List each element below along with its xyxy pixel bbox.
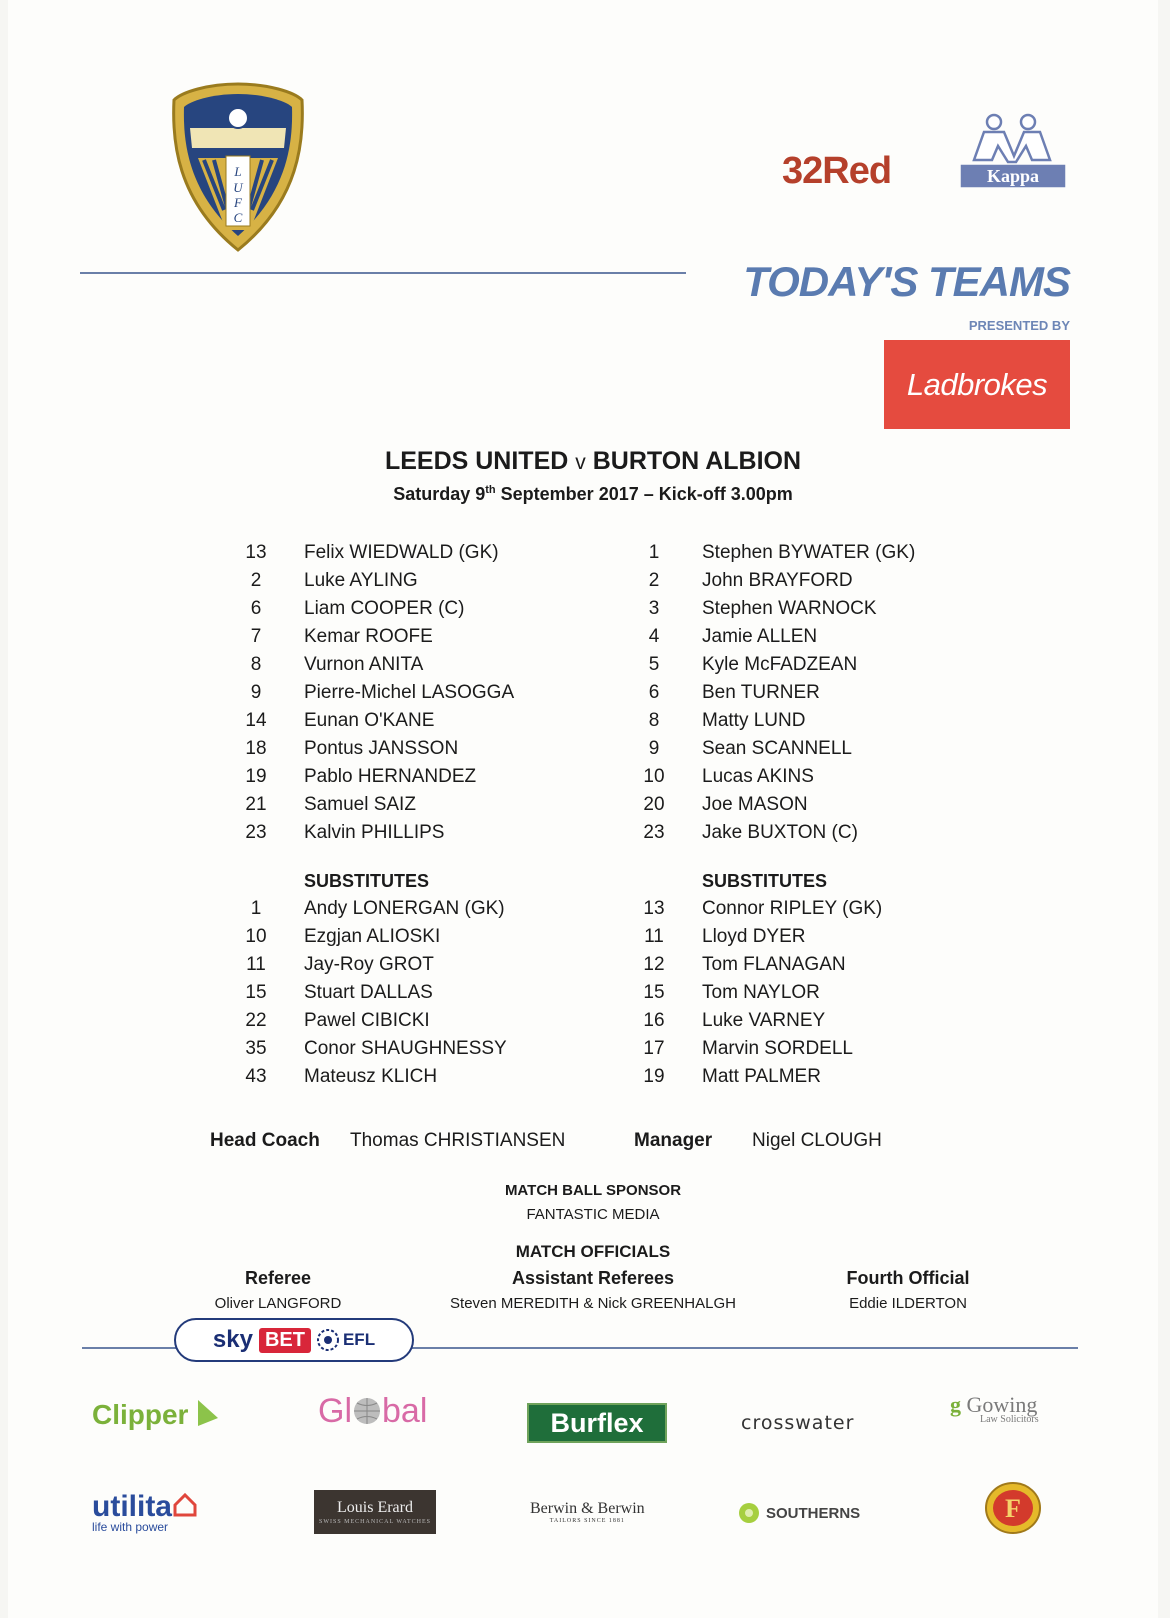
player-number: 19 [245, 766, 267, 787]
home-substitutes [236, 895, 514, 1091]
player-name: Liam COOPER (C) [304, 598, 465, 619]
player-number: 1 [648, 542, 660, 563]
fourth-official-block [808, 1268, 1008, 1312]
home-team-name: LEEDS UNITED [384, 447, 569, 475]
player-number: 23 [245, 822, 267, 843]
player-name: Pierre-Michel LASOGGA [304, 682, 515, 703]
player-number: 11 [246, 954, 266, 975]
player-name: Ezgjan ALIOSKI [304, 926, 441, 947]
player-name: Jamie ALLEN [702, 626, 818, 647]
match-title [8, 447, 1170, 476]
player-name: Ben TURNER [702, 682, 820, 703]
player-number: 2 [648, 570, 660, 591]
away-manager-name: Nigel CLOUGH [752, 1130, 882, 1151]
player-row [236, 819, 514, 847]
player-name: Pontus JANSSON [304, 738, 459, 759]
player-row [236, 567, 514, 595]
utilita-logo: utilita life with power [92, 1490, 198, 1534]
crosswater-logo: crosswater [741, 1412, 855, 1434]
player-row [634, 1063, 915, 1091]
player-name: Lucas AKINS [702, 766, 814, 787]
berwin-logo: Berwin & Berwin TAILORS SINCE 1881 [530, 1500, 645, 1524]
player-number: 13 [643, 898, 665, 919]
player-row [236, 595, 514, 623]
ball-sponsor-name: FANTASTIC MEDIA [526, 1206, 660, 1223]
referee-name: Oliver LANGFORD [214, 1295, 342, 1312]
player-name: Tom NAYLOR [702, 982, 820, 1003]
home-subs-heading: SUBSTITUTES [304, 871, 430, 891]
bet-wordmark: BET [259, 1328, 311, 1353]
player-name: Pawel CIBICKI [304, 1010, 430, 1031]
player-number: 14 [245, 710, 267, 731]
kappa-wordmark: Kappa [986, 166, 1040, 186]
svg-text:F: F [1005, 1494, 1021, 1523]
player-name: Stephen BYWATER (GK) [702, 542, 916, 563]
player-row [634, 951, 915, 979]
player-name: Kalvin PHILLIPS [304, 822, 445, 843]
player-name: Jay-Roy GROT [304, 954, 434, 975]
fosters-logo-icon [984, 1480, 1042, 1536]
player-name: Mateusz KLICH [304, 1066, 438, 1087]
player-row [236, 735, 514, 763]
player-row [634, 923, 915, 951]
player-number: 43 [245, 1066, 267, 1087]
player-number: 4 [648, 626, 660, 647]
away-substitutes [634, 895, 915, 1091]
player-row [634, 623, 915, 651]
player-number: 9 [648, 738, 660, 759]
player-row [634, 567, 915, 595]
svg-text:C: C [233, 210, 243, 225]
house-icon [172, 1492, 198, 1518]
player-number: 16 [643, 1010, 665, 1031]
player-row [634, 979, 915, 1007]
player-row [236, 539, 514, 567]
player-number: 12 [643, 954, 665, 975]
fourth-official-label: Fourth Official [846, 1268, 970, 1288]
player-name: Samuel SAIZ [304, 794, 416, 815]
gowing-logo: g Gowing Law Solicitors [950, 1392, 1039, 1425]
player-name: Kyle McFADZEAN [702, 654, 858, 675]
player-number: 10 [643, 766, 665, 787]
player-name: John BRAYFORD [702, 570, 853, 591]
ball-sponsor-label: MATCH BALL SPONSOR [504, 1182, 682, 1199]
player-number: 3 [648, 598, 660, 619]
player-number: 19 [643, 1066, 665, 1087]
match-date: Saturday 9th September 2017 – Kick-off 3.00pm [393, 484, 793, 504]
sky-wordmark: sky [212, 1326, 253, 1353]
referee-block [178, 1268, 378, 1312]
efl-ball-icon [317, 1329, 339, 1351]
player-row [236, 951, 514, 979]
player-row [634, 707, 915, 735]
player-name: Sean SCANNELL [702, 738, 852, 759]
player-row [634, 595, 915, 623]
ladbrokes-logo: Ladbrokes [884, 340, 1070, 429]
player-row [634, 1007, 915, 1035]
away-manager-label: Manager [634, 1130, 713, 1151]
player-number: 7 [250, 626, 262, 647]
player-number: 21 [245, 794, 267, 815]
home-team-list [236, 539, 514, 1091]
crest-letters: L [234, 164, 242, 179]
player-row [236, 923, 514, 951]
player-row [236, 763, 514, 791]
player-number: 18 [245, 738, 267, 759]
player-name: Connor RIPLEY (GK) [702, 898, 883, 919]
player-number: 15 [245, 982, 267, 1003]
versus-label: v [575, 451, 586, 474]
player-row [236, 623, 514, 651]
player-name: Stuart DALLAS [304, 982, 433, 1003]
clipper-sail-icon [196, 1398, 220, 1428]
player-number: 8 [648, 710, 660, 731]
player-row [634, 895, 915, 923]
away-team-name: BURTON ALBION [592, 447, 802, 475]
player-row [236, 651, 514, 679]
player-name: Joe MASON [702, 794, 808, 815]
player-name: Tom FLANAGAN [702, 954, 846, 975]
lufc-crest-icon [168, 80, 308, 255]
player-row [236, 1063, 514, 1091]
player-number: 20 [643, 794, 665, 815]
player-number: 23 [643, 822, 665, 843]
player-row [634, 763, 915, 791]
assistant-referees-label: Assistant Referees [511, 1268, 675, 1288]
player-name: Marvin SORDELL [702, 1038, 853, 1059]
player-name: Matt PALMER [702, 1066, 821, 1087]
svg-text:F: F [234, 195, 242, 210]
svg-text:U: U [233, 180, 243, 195]
player-number: 10 [245, 926, 267, 947]
efl-wordmark: EFL [317, 1329, 375, 1351]
player-row [236, 791, 514, 819]
player-name: Lloyd DYER [702, 926, 806, 947]
player-row [236, 895, 514, 923]
southerns-ball-icon [738, 1502, 760, 1524]
player-name: Vurnon ANITA [304, 654, 424, 675]
skybet-efl-logo [174, 1318, 414, 1362]
player-name: Pablo HERNANDEZ [304, 766, 477, 787]
global-logo: Gl bal [318, 1392, 428, 1430]
presented-by-label: PRESENTED BY [968, 318, 1070, 333]
away-team-list [634, 539, 915, 1091]
burflex-logo: Burflex [527, 1403, 667, 1443]
player-row [236, 979, 514, 1007]
player-name: Eunan O'KANE [304, 710, 435, 731]
gowing-g-icon: g [950, 1392, 961, 1417]
player-name: Luke VARNEY [702, 1010, 826, 1031]
home-starting-xi [236, 539, 514, 847]
player-number: 2 [250, 570, 262, 591]
player-number: 11 [644, 926, 664, 947]
player-row [236, 679, 514, 707]
player-number: 22 [245, 1010, 267, 1031]
player-number: 13 [245, 542, 267, 563]
louis-erard-logo: Louis Erard SWISS MECHANICAL WATCHES [314, 1490, 436, 1534]
globe-icon [352, 1396, 382, 1426]
player-number: 5 [648, 654, 660, 675]
sponsor-32red: 32Red [782, 150, 892, 192]
player-name: Andy LONERGAN (GK) [304, 898, 505, 919]
page-title: TODAY'S TEAMS [743, 258, 1070, 305]
player-row [634, 651, 915, 679]
player-name: Luke AYLING [304, 570, 418, 591]
header-divider [80, 272, 686, 274]
player-name: Stephen WARNOCK [702, 598, 877, 619]
away-subs-heading: SUBSTITUTES [702, 871, 828, 891]
player-number: 15 [643, 982, 665, 1003]
player-row [634, 735, 915, 763]
player-row [236, 1007, 514, 1035]
team-sheet-page [8, 0, 1158, 1618]
home-coach-label: Head Coach [210, 1130, 320, 1151]
assistant-referees-names: Steven MEREDITH & Nick GREENHALGH [450, 1295, 736, 1312]
southerns-logo: SOUTHERNS [738, 1502, 860, 1524]
player-name: Felix WIEDWALD (GK) [304, 542, 499, 563]
player-number: 6 [250, 598, 262, 619]
player-number: 35 [245, 1038, 267, 1059]
player-name: Jake BUXTON (C) [702, 822, 858, 843]
player-row [236, 707, 514, 735]
fourth-official-name: Eddie ILDERTON [849, 1295, 967, 1312]
player-name: Conor SHAUGHNESSY [304, 1038, 507, 1059]
player-row [236, 1035, 514, 1063]
player-row [634, 679, 915, 707]
player-number: 6 [648, 682, 660, 703]
home-coach-name: Thomas CHRISTIANSEN [350, 1130, 566, 1151]
assistant-referees-block [403, 1268, 783, 1312]
player-row [634, 539, 915, 567]
away-starting-xi [634, 539, 915, 847]
player-row [634, 791, 915, 819]
player-number: 17 [643, 1038, 665, 1059]
player-number: 8 [250, 654, 262, 675]
clipper-logo: Clipper [92, 1398, 220, 1431]
player-row [634, 819, 915, 847]
player-number: 9 [250, 682, 262, 703]
officials-heading: MATCH OFFICIALS [515, 1242, 671, 1261]
player-name: Kemar ROOFE [304, 626, 433, 647]
referee-label: Referee [244, 1268, 312, 1288]
player-number: 1 [250, 898, 262, 919]
player-row [634, 1035, 915, 1063]
kappa-logo-icon [958, 112, 1068, 192]
player-name: Matty LUND [702, 710, 806, 731]
